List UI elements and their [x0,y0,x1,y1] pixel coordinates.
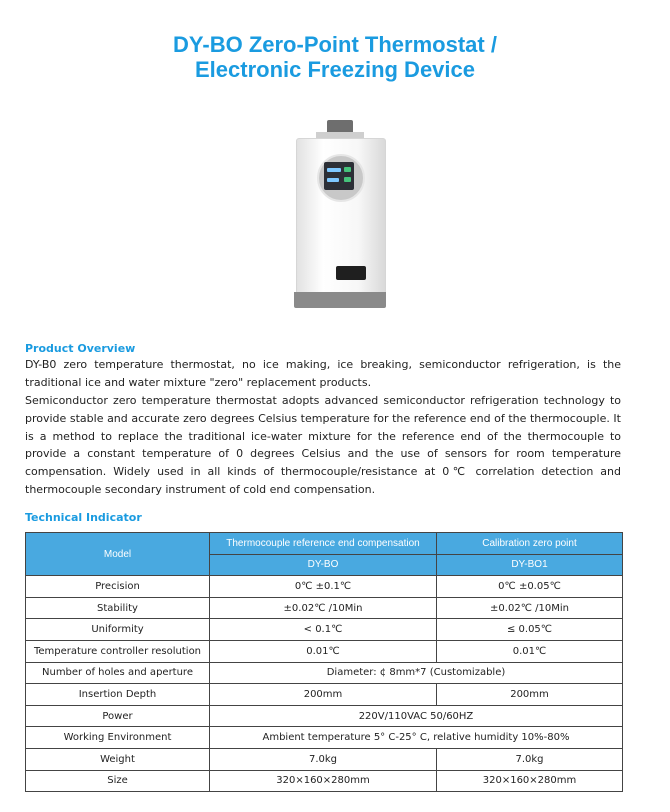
row-value-merged: 220V/110VAC 50/60HZ [210,705,623,727]
row-label: Power [26,705,210,727]
col1-model: DY-BO [210,554,437,576]
table-row [26,770,623,792]
row-label: Working Environment [26,727,210,749]
device-base [294,292,386,308]
device-display [324,162,354,190]
col2-header: Calibration zero point [437,533,623,555]
row-value-dy-bo: 200mm [210,684,437,706]
table-row [26,748,623,770]
row-value-dy-bo: ±0.02℃ /10Min [210,597,437,619]
table-row [26,727,623,749]
table-row [26,662,623,684]
row-value-dy-bo: 0.01℃ [210,640,437,662]
product-image [294,120,386,308]
row-label: Precision [26,576,210,598]
overview-paragraph-1: DY-B0 zero temperature thermostat, no ice making, ice breaking, semiconductor refrigeration, is the traditional ice and water mixture "zero" replacement products. [25,358,621,389]
table-row [26,597,623,619]
row-value-dy-bo: 320×160×280mm [210,770,437,792]
page-title [0,32,670,82]
row-value-dy-bo1: 0℃ ±0.05℃ [437,576,623,598]
row-value-dy-bo: 7.0kg [210,748,437,770]
display-reading-bar [327,168,341,172]
page-title-line1: DY-BO Zero-Point Thermostat / [173,32,497,57]
model-header: Model [26,533,210,576]
overview-paragraph-2: Semiconductor zero temperature thermostat adopts advanced semiconductor refrigeration technology to provide stable and accurate zero degrees Celsius temperature for the reference end of the thermocouple. It is a method to replace the traditional ice-water mixture for the reference end of the thermocouple to provide a constant temperature of 0 degrees Celsius and the use of sensors for room temperature compensation. Widely used in all kinds of thermocouple/resistance at 0℃ correlation detection and thermocouple secondary instrument of cold end compensation. [25,394,621,496]
row-value-dy-bo1: 200mm [437,684,623,706]
table-row [26,705,623,727]
row-value-merged: Diameter: ¢ 8mm*7 (Customizable) [210,662,623,684]
row-value-dy-bo: 0℃ ±0.1℃ [210,576,437,598]
row-value-dy-bo1: ≤ 0.05℃ [437,619,623,641]
row-value-dy-bo1: 320×160×280mm [437,770,623,792]
row-label: Temperature controller resolution [26,640,210,662]
col2-model: DY-BO1 [437,554,623,576]
page-title-line2: Electronic Freezing Device [195,57,475,82]
row-label: Insertion Depth [26,684,210,706]
table-row [26,640,623,662]
col1-header: Thermocouple reference end compensation [210,533,437,555]
row-value-dy-bo1: 0.01℃ [437,640,623,662]
spec-table [25,532,623,792]
row-label: Stability [26,597,210,619]
display-indicator [344,177,351,182]
row-value-merged: Ambient temperature 5° C-25° C, relative humidity 10%-80% [210,727,623,749]
row-value-dy-bo: < 0.1℃ [210,619,437,641]
table-row [26,684,623,706]
table-row [26,619,623,641]
row-value-dy-bo1: 7.0kg [437,748,623,770]
row-value-dy-bo1: ±0.02℃ /10Min [437,597,623,619]
row-label: Size [26,770,210,792]
power-switch [336,266,366,280]
row-label: Weight [26,748,210,770]
technical-heading: Technical Indicator [25,511,142,524]
display-indicator [344,167,351,172]
overview-heading: Product Overview [25,342,136,355]
table-row [26,576,623,598]
display-reading-bar [327,178,339,182]
row-label: Number of holes and aperture [26,662,210,684]
row-label: Uniformity [26,619,210,641]
